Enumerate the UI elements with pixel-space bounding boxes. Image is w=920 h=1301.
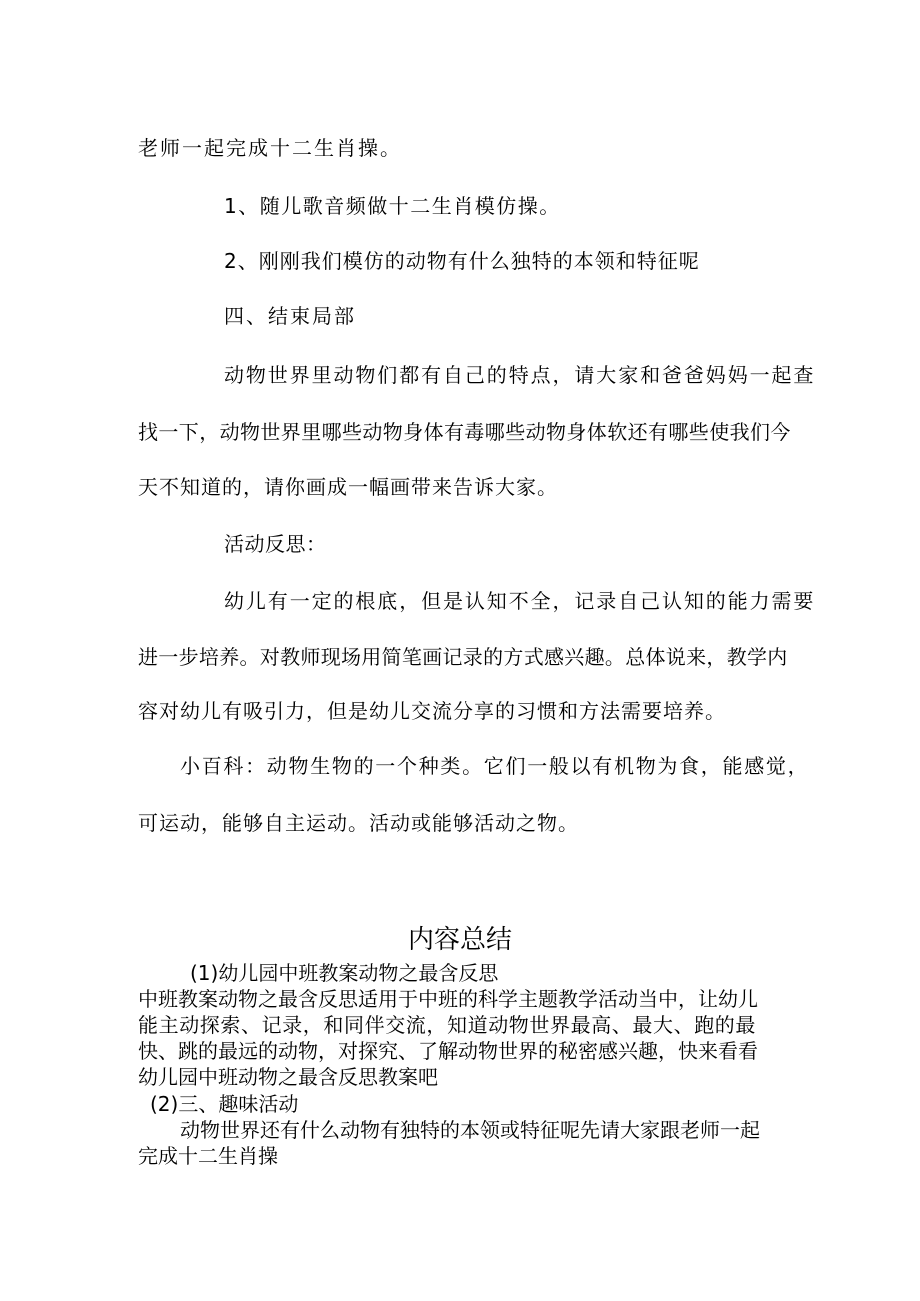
body-text-line: 老师一起完成十二生肖操。 bbox=[138, 136, 402, 160]
body-text-line: 2、刚刚我们模仿的动物有什么独特的本领和特征呢 bbox=[224, 249, 700, 273]
summary-title: 内容总结 bbox=[407, 925, 512, 955]
body-text-line: 可运动，能够自主运动。活动或能够活动之物。 bbox=[138, 811, 579, 835]
body-text-line: 进一步培养。对教师现场用简笔画记录的方式感兴趣。总体说来，教学内 bbox=[138, 645, 788, 669]
summary-text-line: 动物世界还有什么动物有独特的本领或特征呢先请大家跟老师一起 bbox=[180, 1118, 760, 1142]
summary-item-heading: (2)三、趣味活动 bbox=[150, 1092, 299, 1116]
body-text-line: 动物世界里动物们都有自己的特点，请大家和爸爸妈妈一起查 bbox=[224, 363, 816, 387]
body-text-line: 天不知道的，请你画成一幅画带来告诉大家。 bbox=[138, 475, 558, 499]
summary-text-line: 完成十二生肖操 bbox=[138, 1144, 278, 1168]
section-heading: 活动反思： bbox=[224, 532, 327, 556]
summary-item-heading: (1)幼儿园中班教案动物之最含反思 bbox=[190, 961, 499, 985]
body-text-line: 小百科：动物生物的一个种类。它们一般以有机物为食，能感觉， bbox=[180, 754, 810, 778]
summary-text-line: 幼儿园中班动物之最含反思教案吧 bbox=[138, 1065, 438, 1089]
section-heading: 四、结束局部 bbox=[224, 304, 356, 328]
body-text-line: 1、随儿歌音频做十二生肖模仿操。 bbox=[224, 194, 561, 218]
summary-text-line: 快、跳的最远的动物，对探究、了解动物世界的秘密感兴趣，快来看看 bbox=[138, 1039, 758, 1063]
body-text-line: 容对幼儿有吸引力，但是幼儿交流分享的习惯和方法需要培养。 bbox=[138, 699, 726, 723]
summary-text-line: 中班教案动物之最含反思适用于中班的科学主题教学活动当中，让幼儿 bbox=[138, 987, 758, 1011]
body-text-line: 找一下，动物世界里哪些动物身体有毒哪些动物身体软还有哪些使我们今 bbox=[138, 420, 791, 444]
body-text-line: 幼儿有一定的根底，但是认知不全，记录自己认知的能力需要 bbox=[224, 589, 816, 613]
summary-text-line: 能主动探索、记录，和同伴交流，知道动物世界最高、最大、跑的最 bbox=[138, 1013, 756, 1037]
